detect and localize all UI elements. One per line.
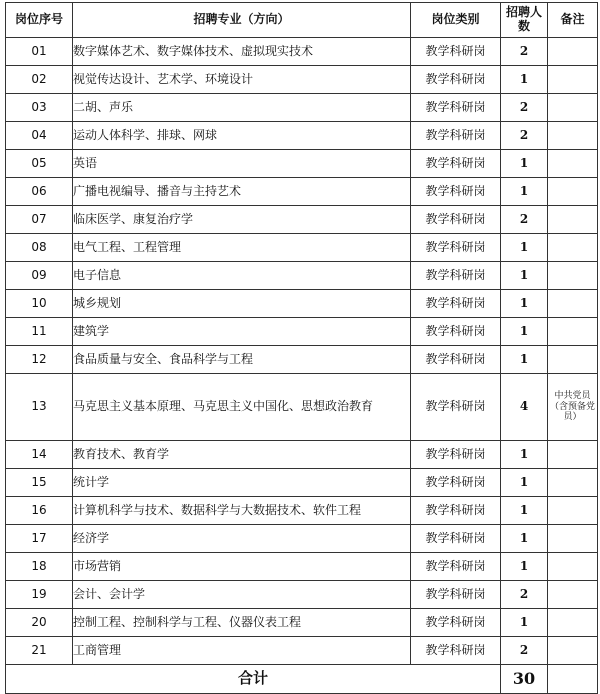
cell-position-type: 教学科研岗 (411, 150, 501, 178)
cell-recruit-count: 1 (501, 497, 548, 525)
cell-major: 城乡规划 (73, 290, 411, 318)
cell-position-id: 18 (6, 553, 73, 581)
cell-major: 广播电视编导、播音与主持艺术 (73, 178, 411, 206)
cell-note (548, 581, 598, 609)
cell-position-type: 教学科研岗 (411, 581, 501, 609)
cell-note (548, 262, 598, 290)
cell-note (548, 94, 598, 122)
cell-major: 食品质量与安全、食品科学与工程 (73, 346, 411, 374)
cell-major: 经济学 (73, 525, 411, 553)
table-row (6, 553, 598, 581)
total-label: 合计 (6, 665, 501, 694)
cell-position-id: 08 (6, 234, 73, 262)
cell-position-type: 教学科研岗 (411, 553, 501, 581)
table-row (6, 290, 598, 318)
cell-note (548, 66, 598, 94)
cell-major: 马克思主义基本原理、马克思主义中国化、思想政治教育 (73, 374, 411, 441)
header-note: 备注 (548, 3, 598, 38)
cell-major: 教育技术、教育学 (73, 441, 411, 469)
cell-position-id: 07 (6, 206, 73, 234)
cell-major: 电气工程、工程管理 (73, 234, 411, 262)
header-position-id: 岗位序号 (6, 3, 73, 38)
cell-note (548, 122, 598, 150)
cell-position-type: 教学科研岗 (411, 178, 501, 206)
table-row (6, 122, 598, 150)
cell-position-id: 14 (6, 441, 73, 469)
cell-position-id: 01 (6, 38, 73, 66)
cell-position-type: 教学科研岗 (411, 38, 501, 66)
cell-position-type: 教学科研岗 (411, 94, 501, 122)
cell-major: 计算机科学与技术、数据科学与大数据技术、软件工程 (73, 497, 411, 525)
cell-note (548, 318, 598, 346)
header-recruit-count: 招聘人数 (501, 3, 548, 38)
cell-note (548, 553, 598, 581)
cell-recruit-count: 1 (501, 469, 548, 497)
total-note (548, 665, 598, 694)
cell-position-type: 教学科研岗 (411, 525, 501, 553)
cell-position-id: 19 (6, 581, 73, 609)
cell-position-type: 教学科研岗 (411, 346, 501, 374)
cell-recruit-count: 1 (501, 346, 548, 374)
table-row (6, 374, 598, 441)
cell-major: 临床医学、康复治疗学 (73, 206, 411, 234)
cell-position-id: 03 (6, 94, 73, 122)
cell-position-id: 17 (6, 525, 73, 553)
cell-position-id: 20 (6, 609, 73, 637)
cell-recruit-count: 1 (501, 290, 548, 318)
cell-note (548, 441, 598, 469)
cell-recruit-count: 1 (501, 66, 548, 94)
cell-position-type: 教学科研岗 (411, 234, 501, 262)
cell-note (548, 497, 598, 525)
cell-position-type: 教学科研岗 (411, 66, 501, 94)
cell-recruit-count: 2 (501, 581, 548, 609)
cell-note (548, 150, 598, 178)
cell-note (548, 637, 598, 665)
cell-recruit-count: 1 (501, 262, 548, 290)
table-row (6, 38, 598, 66)
cell-recruit-count: 2 (501, 206, 548, 234)
cell-recruit-count: 1 (501, 234, 548, 262)
table-row (6, 346, 598, 374)
cell-position-id: 11 (6, 318, 73, 346)
header-position-type: 岗位类别 (411, 3, 501, 38)
cell-position-type: 教学科研岗 (411, 318, 501, 346)
cell-position-id: 13 (6, 374, 73, 441)
table-row (6, 318, 598, 346)
cell-note: 中共党员（含预备党员） (548, 374, 598, 441)
cell-major: 会计、会计学 (73, 581, 411, 609)
table-row (6, 497, 598, 525)
table-row (6, 94, 598, 122)
cell-major: 控制工程、控制科学与工程、仪器仪表工程 (73, 609, 411, 637)
header-row (6, 3, 598, 38)
table-row (6, 609, 598, 637)
cell-position-type: 教学科研岗 (411, 206, 501, 234)
cell-recruit-count: 1 (501, 525, 548, 553)
cell-note (548, 290, 598, 318)
cell-position-id: 06 (6, 178, 73, 206)
cell-position-type: 教学科研岗 (411, 262, 501, 290)
cell-position-type: 教学科研岗 (411, 441, 501, 469)
table-body (6, 38, 598, 665)
cell-note (548, 234, 598, 262)
recruitment-table (5, 2, 598, 694)
cell-recruit-count: 1 (501, 178, 548, 206)
cell-major: 市场营销 (73, 553, 411, 581)
cell-recruit-count: 2 (501, 38, 548, 66)
cell-note (548, 525, 598, 553)
cell-recruit-count: 1 (501, 553, 548, 581)
cell-major: 英语 (73, 150, 411, 178)
cell-recruit-count: 2 (501, 637, 548, 665)
cell-position-id: 21 (6, 637, 73, 665)
table-row (6, 234, 598, 262)
cell-major: 电子信息 (73, 262, 411, 290)
cell-note (548, 346, 598, 374)
cell-position-id: 15 (6, 469, 73, 497)
cell-position-id: 05 (6, 150, 73, 178)
total-count: 30 (501, 665, 548, 694)
cell-major: 建筑学 (73, 318, 411, 346)
cell-position-type: 教学科研岗 (411, 497, 501, 525)
table-row (6, 150, 598, 178)
cell-position-type: 教学科研岗 (411, 290, 501, 318)
total-row (6, 665, 598, 694)
cell-recruit-count: 1 (501, 318, 548, 346)
cell-position-id: 12 (6, 346, 73, 374)
cell-note (548, 609, 598, 637)
table-row (6, 637, 598, 665)
table-row (6, 262, 598, 290)
cell-position-type: 教学科研岗 (411, 609, 501, 637)
cell-major: 工商管理 (73, 637, 411, 665)
cell-position-type: 教学科研岗 (411, 637, 501, 665)
cell-note (548, 206, 598, 234)
cell-recruit-count: 2 (501, 122, 548, 150)
table-row (6, 178, 598, 206)
cell-recruit-count: 2 (501, 94, 548, 122)
cell-major: 视觉传达设计、艺术学、环境设计 (73, 66, 411, 94)
cell-recruit-count: 1 (501, 441, 548, 469)
cell-note (548, 38, 598, 66)
cell-recruit-count: 1 (501, 609, 548, 637)
cell-position-type: 教学科研岗 (411, 469, 501, 497)
cell-position-type: 教学科研岗 (411, 122, 501, 150)
table-row (6, 469, 598, 497)
cell-position-id: 02 (6, 66, 73, 94)
cell-major: 统计学 (73, 469, 411, 497)
cell-major: 二胡、声乐 (73, 94, 411, 122)
table-row (6, 206, 598, 234)
cell-position-id: 09 (6, 262, 73, 290)
cell-major: 运动人体科学、排球、网球 (73, 122, 411, 150)
cell-note (548, 469, 598, 497)
cell-note (548, 178, 598, 206)
cell-position-id: 16 (6, 497, 73, 525)
cell-recruit-count: 4 (501, 374, 548, 441)
header-major: 招聘专业（方向） (73, 3, 411, 38)
cell-position-type: 教学科研岗 (411, 374, 501, 441)
cell-position-id: 04 (6, 122, 73, 150)
table-row (6, 525, 598, 553)
cell-position-id: 10 (6, 290, 73, 318)
table-row (6, 66, 598, 94)
cell-recruit-count: 1 (501, 150, 548, 178)
table-row (6, 441, 598, 469)
table-row (6, 581, 598, 609)
cell-major: 数字媒体艺术、数字媒体技术、虚拟现实技术 (73, 38, 411, 66)
